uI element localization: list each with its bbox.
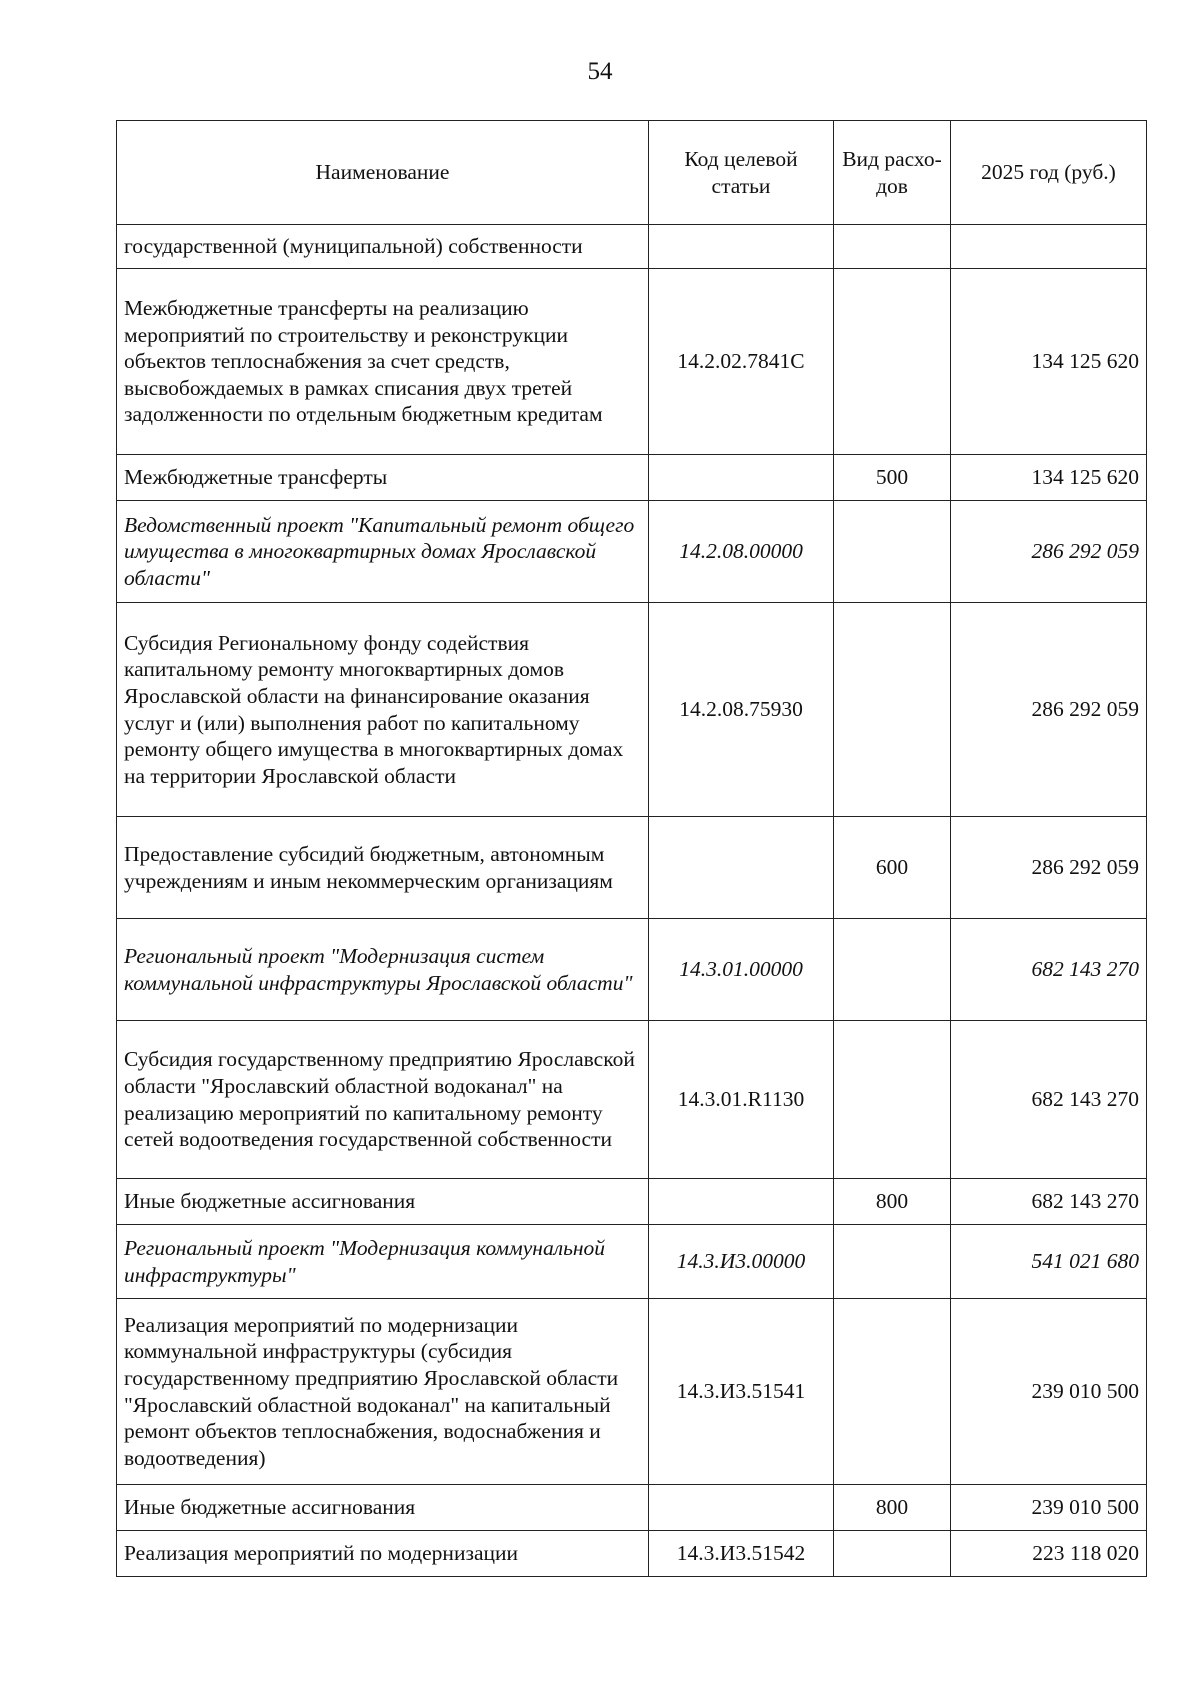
table-row — [117, 501, 1147, 603]
code-cell: 14.3.И3.51542 — [649, 1531, 834, 1577]
vid-cell — [834, 603, 951, 817]
header-code: Код целевой статьи — [649, 121, 834, 225]
table-row — [117, 1021, 1147, 1179]
table-header-row — [117, 121, 1147, 225]
amount-cell: 239 010 500 — [951, 1299, 1147, 1485]
table-body — [117, 225, 1147, 1577]
code-cell: 14.3.01.R1130 — [649, 1021, 834, 1179]
amount-cell: 286 292 059 — [951, 501, 1147, 603]
table-row — [117, 603, 1147, 817]
amount-cell: 134 125 620 — [951, 269, 1147, 455]
table-row — [117, 1225, 1147, 1299]
code-cell: 14.3.01.00000 — [649, 919, 834, 1021]
name-cell: Ведомственный проект "Капитальный ремонт общего имущества в многоквартирных домах Ярославской области" — [117, 501, 649, 603]
name-cell: Иные бюджетные ассигнования — [117, 1179, 649, 1225]
page-number: 54 — [587, 58, 613, 85]
vid-cell — [834, 1225, 951, 1299]
name-cell: Субсидия государственному предприятию Ярославской области "Ярославский областной водоканал" на реализацию мероприятий по капитальному ремонту сетей водоотведения государственной собственности — [117, 1021, 649, 1179]
table-row — [117, 455, 1147, 501]
header-year: 2025 год (руб.) — [951, 121, 1147, 225]
name-cell: Предоставление субсидий бюджетным, автономным учреждениям и иным некоммерческим организациям — [117, 817, 649, 919]
name-cell: Межбюджетные трансферты — [117, 455, 649, 501]
name-cell: Реализация мероприятий по модернизации коммунальной инфраструктуры (субсидия государственному предприятию Ярославской области "Ярославский областной водоканал" на капитальный ремонт объектов теплоснабжения, водоснабжения и водоотведения) — [117, 1299, 649, 1485]
name-cell: Субсидия Региональному фонду содействия капитальному ремонту многоквартирных домов Ярославской области на финансирование оказания услуг и (или) выполнения работ по капитальному ремонту общего имущества в многоквартирных домах на территории Ярославской области — [117, 603, 649, 817]
budget-table — [116, 120, 1147, 1577]
code-cell — [649, 225, 834, 269]
amount-cell — [951, 225, 1147, 269]
table-row — [117, 1485, 1147, 1531]
vid-cell: 500 — [834, 455, 951, 501]
amount-cell: 286 292 059 — [951, 817, 1147, 919]
table-row — [117, 1531, 1147, 1577]
vid-cell — [834, 919, 951, 1021]
amount-cell: 286 292 059 — [951, 603, 1147, 817]
amount-cell: 223 118 020 — [951, 1531, 1147, 1577]
header-vid: Вид расхо-дов — [834, 121, 951, 225]
code-cell: 14.2.02.7841С — [649, 269, 834, 455]
vid-cell — [834, 269, 951, 455]
vid-cell — [834, 1299, 951, 1485]
code-cell — [649, 1179, 834, 1225]
code-cell: 14.2.08.00000 — [649, 501, 834, 603]
table-row — [117, 269, 1147, 455]
amount-cell: 682 143 270 — [951, 1179, 1147, 1225]
vid-cell — [834, 1531, 951, 1577]
name-cell: Региональный проект "Модернизация коммунальной инфраструктуры" — [117, 1225, 649, 1299]
vid-cell: 600 — [834, 817, 951, 919]
table-row — [117, 1179, 1147, 1225]
table-row — [117, 225, 1147, 269]
name-cell: государственной (муниципальной) собственности — [117, 225, 649, 269]
code-cell — [649, 817, 834, 919]
code-cell: 14.3.И3.00000 — [649, 1225, 834, 1299]
header-name: Наименование — [117, 121, 649, 225]
table-row — [117, 817, 1147, 919]
amount-cell: 682 143 270 — [951, 919, 1147, 1021]
code-cell — [649, 455, 834, 501]
vid-cell — [834, 225, 951, 269]
amount-cell: 134 125 620 — [951, 455, 1147, 501]
vid-cell: 800 — [834, 1485, 951, 1531]
vid-cell: 800 — [834, 1179, 951, 1225]
code-cell: 14.3.И3.51541 — [649, 1299, 834, 1485]
amount-cell: 541 021 680 — [951, 1225, 1147, 1299]
amount-cell: 239 010 500 — [951, 1485, 1147, 1531]
name-cell: Иные бюджетные ассигнования — [117, 1485, 649, 1531]
table-row — [117, 1299, 1147, 1485]
name-cell: Реализация мероприятий по модернизации — [117, 1531, 649, 1577]
code-cell — [649, 1485, 834, 1531]
name-cell: Межбюджетные трансферты на реализацию мероприятий по строительству и реконструкции объектов теплоснабжения за счет средств, высвобождаемых в рамках списания двух третей задолженности по отдельным бюджетным кредитам — [117, 269, 649, 455]
amount-cell: 682 143 270 — [951, 1021, 1147, 1179]
table-row — [117, 919, 1147, 1021]
vid-cell — [834, 501, 951, 603]
vid-cell — [834, 1021, 951, 1179]
code-cell: 14.2.08.75930 — [649, 603, 834, 817]
name-cell: Региональный проект "Модернизация систем коммунальной инфраструктуры Ярославской области" — [117, 919, 649, 1021]
